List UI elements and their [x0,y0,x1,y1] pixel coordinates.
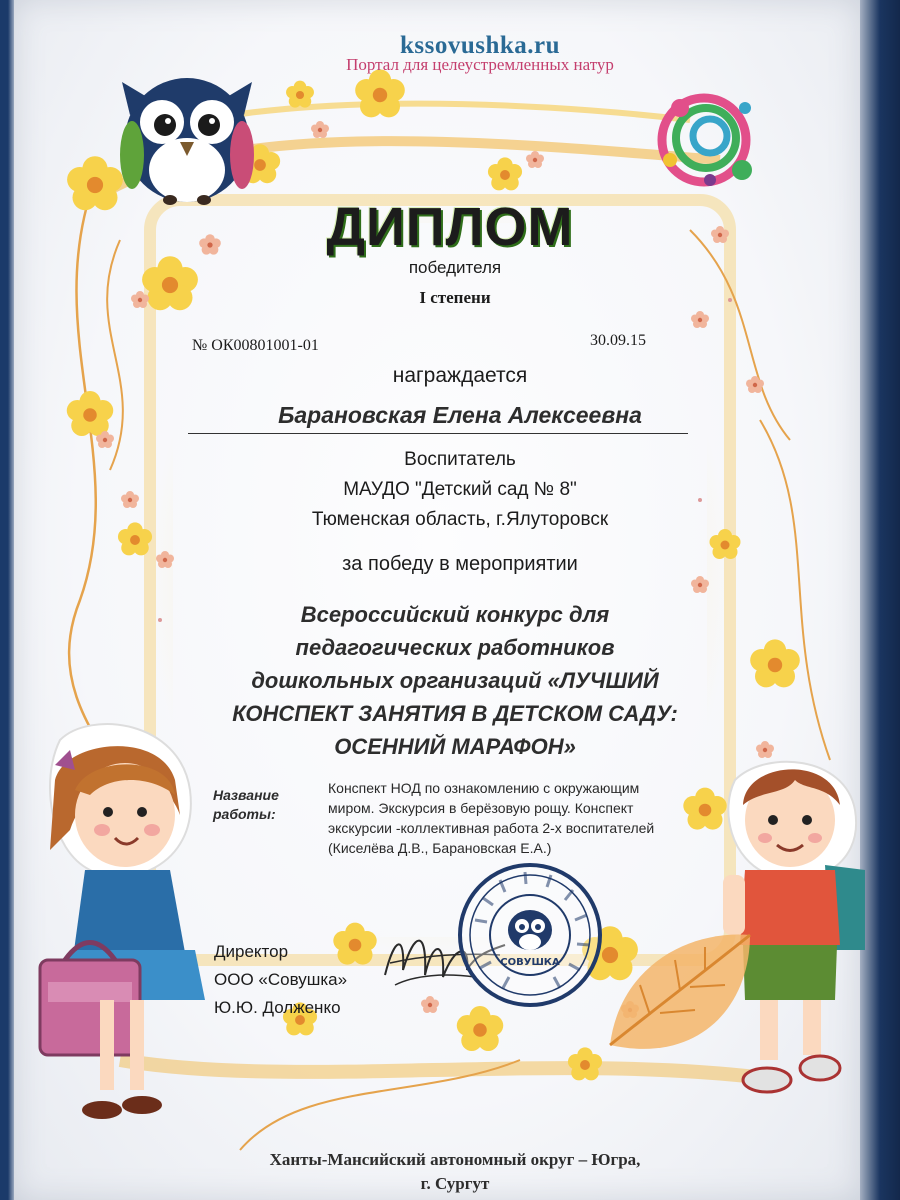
recipient-organization: МАУДО "Детский сад № 8" [343,479,577,500]
diploma-title: ДИПЛОМ [326,197,574,257]
diploma-number: № ОК00801001-01 [192,337,319,354]
diploma-date: 30.09.15 [590,332,646,349]
event-title-line: Всероссийский конкурс для [300,602,610,627]
work-label-line: Название [213,787,279,803]
event-title-line: педагогических работников [295,635,615,660]
leaf-icon [600,925,760,1075]
work-label [213,786,279,824]
recipient-underline [188,433,688,434]
work-label-line: работы: [213,806,276,822]
subtitle-winner: победителя [408,258,502,277]
owl-logo-icon [112,70,262,210]
director-block [214,938,347,1022]
footer-address [0,1148,900,1196]
recipient-name: Барановская Елена Алексеевна [278,402,642,428]
work-line: (Киселёва Д.В., Барановская Е.А.) [328,840,552,856]
director-name: Ю.Ю. Долженко [214,998,341,1017]
subtitle-degree: I степени [419,288,491,307]
site-tagline: Портал для целеустремленных натур [346,55,614,74]
work-line: экскурсии -коллективная работа 2-х воспитателей [328,820,655,836]
director-org: ООО «Совушка» [214,970,348,989]
for-victory-text: за победу в мероприятии [342,553,578,575]
site-name: kssovushka.ru [399,32,561,59]
footer-line: Ханты-Мансийский автономный округ – Югра, [269,1150,641,1169]
awarded-text: награждается [392,364,528,387]
recipient-position: Воспитатель [404,449,516,470]
event-title-line: ОСЕННИЙ МАРАФОН» [334,734,576,759]
seal-center-text: СОВУШКА [500,957,560,968]
seal-stamp [455,860,605,1010]
work-line: миром. Экскурсия в берёзовую рощу. Конспект [328,800,634,816]
girl-illustration [30,720,210,1130]
director-title: Директор [214,942,289,961]
work-description [328,778,654,858]
work-line: Конспект НОД по ознакомлению с окружающим [328,780,640,796]
event-title-line: дошкольных организаций «ЛУЧШИЙ [251,668,659,693]
rings-icon [640,78,770,198]
event-title-line: КОНСПЕКТ ЗАНЯТИЯ В ДЕТСКОМ САДУ: [232,701,678,726]
footer-line: г. Сургут [420,1174,490,1193]
recipient-location: Тюменская область, г.Ялуторовск [311,509,609,530]
